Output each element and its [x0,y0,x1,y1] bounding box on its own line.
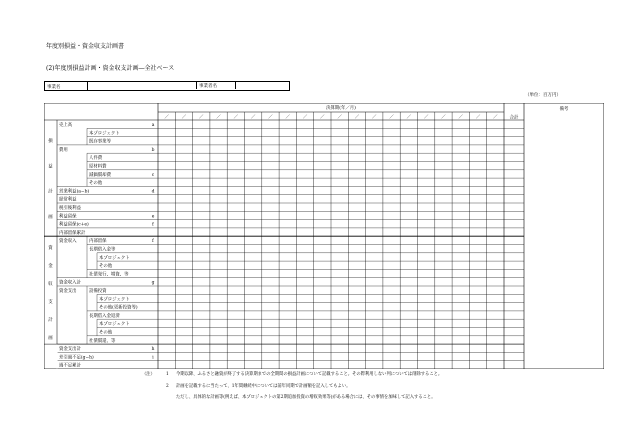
row-sublabel: 減価償却費 [89,172,111,178]
fiscal-period-header: 決算期(年／月) [326,106,356,111]
period-slash: ／ [354,115,360,120]
period-slash: ／ [302,115,308,120]
row-sublabel: 原材料費 [89,164,107,170]
row-code: h [151,347,155,353]
row-subsublabel: その他(更新投資等) [99,305,138,311]
row-sublabel: その他 [89,181,103,187]
document-subtitle: (2)年度別損益計画・資金収支計画―全社ベース [46,65,175,72]
row-label: 過不足累計 [59,363,81,369]
operator-divider [235,81,236,89]
period-slash: ／ [320,115,325,120]
row-label: 営業利益(a−b) [59,189,90,195]
period-slash: ／ [216,115,221,120]
row-code: f [152,239,154,245]
row-label: 資金収入 [59,239,77,245]
row-label: 経常利益 [59,197,77,203]
period-slash: ／ [493,115,498,120]
period-slash: ／ [475,115,481,120]
row-label: 税引後利益 [59,205,81,211]
operator-name-label: 事業者名 [199,83,217,89]
period-slash: ／ [233,115,239,120]
row-label: 差引過不足(g−h) [59,355,94,361]
row-sublabel: 既存事業等 [89,139,111,145]
business-name-label: 事業名 [47,84,61,90]
period-slash: ／ [441,115,446,120]
profit-group-label: 計 [48,189,53,195]
period-slash: ／ [423,115,429,120]
cash-group-label: 資 [48,245,53,251]
note-1-text: 今期以降、ふるさと融資が終了する決算期までの全期間の損益計画について記載すること。その際利用しない列については削除すること。 [176,372,443,377]
note-3-text: ただし、具体的な計画等(例えば、本プロジェクトの第2期追加投資の増収効果等)がある場合には、その事情を加味して記入すること。 [176,395,436,400]
period-slash: ／ [458,115,463,120]
row-code: b [151,147,155,153]
row-subsublabel: 本プロジェクト [99,297,130,303]
cash-group-label: 収 [48,281,53,287]
row-sublabel: 設備投資 [89,288,107,294]
period-slash: ／ [268,115,273,120]
row-code: a [151,122,155,128]
row-sublabel: 長期借入金等 [89,247,116,253]
row-subsublabel: その他 [99,330,113,336]
row-code: f [152,222,154,228]
cash-group-label: 計 [48,317,53,323]
period-slash: ／ [250,115,256,120]
cash-group-label: 支 [48,299,53,305]
row-sublabel: 本プロジェクト [89,131,120,137]
row-sublabel: 内部留保 [89,239,107,245]
row-subsublabel: 本プロジェクト [99,322,130,328]
row-code: i [152,355,154,361]
period-slash: ／ [389,115,394,120]
row-label: 内部留保累計 [59,230,86,236]
row-code: e [151,214,155,220]
period-slash: ／ [406,115,412,120]
row-sublabel: 社債償還、等 [89,338,116,344]
total-header: 合計 [509,115,519,121]
row-sublabel: 長期借入金返済 [89,313,120,319]
row-sublabel: 社債発行、増資、等 [89,272,129,278]
row-label: 利益留保 [59,214,77,220]
row-label: 資金支出計 [59,347,81,353]
note-2-text: 計画を記載するに当たって、1年間継続中については前年同期で計画額を記入してもよい。 [176,384,351,389]
row-label: 利益留保(c+e) [59,222,89,228]
row-subsublabel: 本プロジェクト [99,255,130,261]
cash-group-label: 画 [48,335,53,341]
profit-group-label: 画 [48,214,53,220]
period-slash: ／ [164,115,169,120]
period-slash: ／ [285,115,290,120]
period-slash: ／ [181,115,187,120]
row-subsublabel: その他 [99,264,113,270]
row-code: d [151,189,155,195]
row-label: 資金収入計 [59,280,81,286]
operator-name-field[interactable] [196,81,287,89]
row-label: 費用 [59,147,68,153]
row-label: 資金支出 [59,288,77,294]
period-slash: ／ [199,115,204,120]
row-code: g [151,280,155,286]
document-title: 年度別損益・資金収支計画書 [46,43,125,50]
row-sublabel: 人件費 [89,156,103,162]
row-code: c [151,172,155,178]
note-1-number: 1 [166,372,169,377]
row-label: 売上高 [59,122,73,128]
profit-group-label: 益 [48,164,53,170]
profit-group-label: 損 [48,139,53,145]
unit-label: （単位：百万円） [525,93,561,98]
cash-group-label: 金 [48,263,53,269]
note-2-number: 2 [166,384,169,389]
period-slash: ／ [337,115,342,120]
summary-cover [56,344,57,368]
period-slash: ／ [372,115,377,120]
remarks-header: 備考 [559,107,569,112]
plan-table [44,103,604,369]
note-head: （注） [142,372,155,377]
